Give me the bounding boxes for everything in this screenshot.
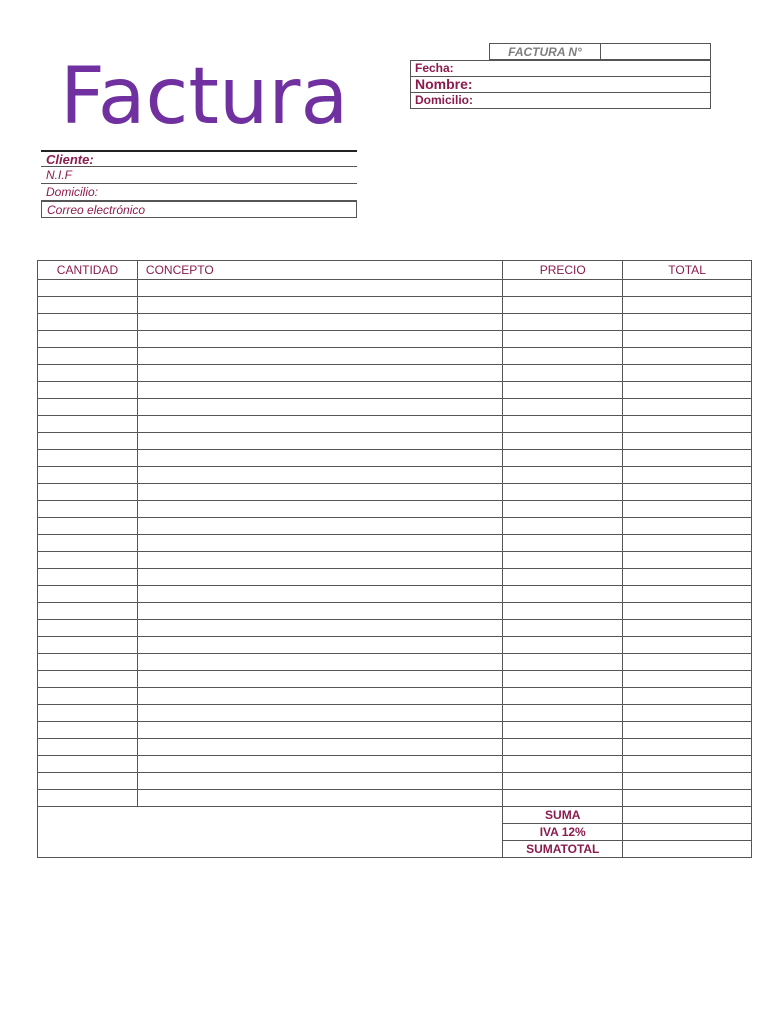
invoice-number-row (489, 43, 711, 60)
concepto-cell[interactable] (137, 450, 502, 467)
cantidad-cell[interactable] (38, 467, 138, 484)
table-row (38, 688, 752, 705)
concepto-cell[interactable] (137, 331, 502, 348)
table-row (38, 416, 752, 433)
total-cell[interactable] (623, 552, 752, 569)
cantidad-cell[interactable] (38, 484, 138, 501)
concepto-cell[interactable] (137, 671, 502, 688)
precio-cell[interactable] (503, 331, 623, 348)
concepto-cell[interactable] (137, 399, 502, 416)
total-cell[interactable] (623, 586, 752, 603)
table-row (38, 484, 752, 501)
total-cell[interactable] (623, 484, 752, 501)
precio-cell[interactable] (503, 399, 623, 416)
precio-cell[interactable] (503, 688, 623, 705)
precio-cell[interactable] (503, 705, 623, 722)
precio-cell[interactable] (503, 756, 623, 773)
precio-cell[interactable] (503, 773, 623, 790)
total-cell[interactable] (623, 501, 752, 518)
concepto-cell[interactable] (137, 722, 502, 739)
client-name-field[interactable]: Cliente: (41, 150, 357, 167)
concepto-cell[interactable] (137, 365, 502, 382)
cantidad-cell[interactable] (38, 416, 138, 433)
table-row (38, 705, 752, 722)
concepto-cell[interactable] (137, 467, 502, 484)
total-cell[interactable] (623, 688, 752, 705)
precio-cell[interactable] (503, 314, 623, 331)
table-row (38, 467, 752, 484)
cantidad-cell[interactable] (38, 722, 138, 739)
total-cell[interactable] (623, 467, 752, 484)
document-title: Factura (60, 52, 349, 142)
concepto-cell[interactable] (137, 433, 502, 450)
table-row (38, 348, 752, 365)
cantidad-cell[interactable] (38, 620, 138, 637)
concepto-cell[interactable] (137, 688, 502, 705)
concepto-cell[interactable] (137, 620, 502, 637)
total-cell[interactable] (623, 637, 752, 654)
precio-cell[interactable] (503, 416, 623, 433)
table-row (38, 433, 752, 450)
invoice-fields (410, 60, 711, 109)
table-row (38, 450, 752, 467)
table-row (38, 314, 752, 331)
precio-cell[interactable] (503, 569, 623, 586)
table-row (38, 586, 752, 603)
table-row (38, 365, 752, 382)
suma-label: SUMA (503, 807, 623, 824)
concepto-cell[interactable] (137, 535, 502, 552)
cantidad-cell[interactable] (38, 535, 138, 552)
invoice-header-box (410, 43, 711, 109)
table-row (38, 722, 752, 739)
table-row (38, 382, 752, 399)
concepto-cell[interactable] (137, 280, 502, 297)
sumatotal-label: SUMATOTAL (503, 841, 623, 858)
table-row (38, 569, 752, 586)
cantidad-cell[interactable] (38, 399, 138, 416)
concepto-cell[interactable] (137, 569, 502, 586)
total-cell[interactable] (623, 620, 752, 637)
concepto-cell[interactable] (137, 552, 502, 569)
nombre-field[interactable]: Nombre: (411, 77, 710, 93)
total-cell[interactable] (623, 348, 752, 365)
table-row (38, 671, 752, 688)
cantidad-cell[interactable] (38, 365, 138, 382)
cantidad-cell[interactable] (38, 552, 138, 569)
concepto-cell[interactable] (137, 756, 502, 773)
header-concepto: CONCEPTO (137, 261, 502, 280)
precio-cell[interactable] (503, 501, 623, 518)
concepto-cell[interactable] (137, 348, 502, 365)
total-cell[interactable] (623, 654, 752, 671)
suma-value[interactable] (623, 807, 752, 824)
concepto-cell[interactable] (137, 416, 502, 433)
header-total: TOTAL (623, 261, 752, 280)
invoice-number-label: FACTURA N° (490, 44, 601, 59)
precio-cell[interactable] (503, 586, 623, 603)
precio-cell[interactable] (503, 433, 623, 450)
table-row (38, 280, 752, 297)
precio-cell[interactable] (503, 535, 623, 552)
precio-cell[interactable] (503, 348, 623, 365)
concepto-cell[interactable] (137, 382, 502, 399)
cantidad-cell[interactable] (38, 280, 138, 297)
concepto-cell[interactable] (137, 297, 502, 314)
total-cell[interactable] (623, 433, 752, 450)
concepto-cell[interactable] (137, 501, 502, 518)
precio-cell[interactable] (503, 280, 623, 297)
invoice-number-field[interactable] (601, 44, 710, 59)
cantidad-cell[interactable] (38, 450, 138, 467)
table-row (38, 790, 752, 807)
precio-cell[interactable] (503, 450, 623, 467)
cantidad-cell[interactable] (38, 433, 138, 450)
concepto-cell[interactable] (137, 484, 502, 501)
cantidad-cell[interactable] (38, 518, 138, 535)
header-precio: PRECIO (503, 261, 623, 280)
precio-cell[interactable] (503, 603, 623, 620)
concepto-cell[interactable] (137, 586, 502, 603)
precio-cell[interactable] (503, 382, 623, 399)
cantidad-cell[interactable] (38, 756, 138, 773)
notes-area (38, 807, 503, 858)
table-row (38, 552, 752, 569)
table-row (38, 501, 752, 518)
client-info-block (41, 150, 357, 218)
total-cell[interactable] (623, 535, 752, 552)
precio-cell[interactable] (503, 739, 623, 756)
table-row (38, 739, 752, 756)
cantidad-cell[interactable] (38, 314, 138, 331)
cantidad-cell[interactable] (38, 790, 138, 807)
table-row (38, 637, 752, 654)
cantidad-cell[interactable] (38, 586, 138, 603)
total-cell[interactable] (623, 331, 752, 348)
concepto-cell[interactable] (137, 603, 502, 620)
client-address-field[interactable]: Domicilio: (41, 184, 357, 201)
concepto-cell[interactable] (137, 705, 502, 722)
cantidad-cell[interactable] (38, 637, 138, 654)
total-cell[interactable] (623, 790, 752, 807)
total-cell[interactable] (623, 365, 752, 382)
total-cell[interactable] (623, 722, 752, 739)
table-row (38, 297, 752, 314)
total-cell[interactable] (623, 569, 752, 586)
iva-value[interactable] (623, 824, 752, 841)
total-cell[interactable] (623, 756, 752, 773)
cantidad-cell[interactable] (38, 688, 138, 705)
table-row (38, 620, 752, 637)
table-row (38, 331, 752, 348)
total-cell[interactable] (623, 671, 752, 688)
table-row (38, 518, 752, 535)
cantidad-cell[interactable] (38, 331, 138, 348)
precio-cell[interactable] (503, 671, 623, 688)
concepto-cell[interactable] (137, 637, 502, 654)
precio-cell[interactable] (503, 722, 623, 739)
cantidad-cell[interactable] (38, 671, 138, 688)
cantidad-cell[interactable] (38, 603, 138, 620)
total-cell[interactable] (623, 739, 752, 756)
table-row (38, 756, 752, 773)
concepto-cell[interactable] (137, 654, 502, 671)
precio-cell[interactable] (503, 620, 623, 637)
concepto-cell[interactable] (137, 790, 502, 807)
table-row (38, 773, 752, 790)
precio-cell[interactable] (503, 467, 623, 484)
total-cell[interactable] (623, 399, 752, 416)
precio-cell[interactable] (503, 518, 623, 535)
total-cell[interactable] (623, 416, 752, 433)
cantidad-cell[interactable] (38, 569, 138, 586)
cantidad-cell[interactable] (38, 739, 138, 756)
item-rows (38, 280, 752, 807)
cantidad-cell[interactable] (38, 501, 138, 518)
concepto-cell[interactable] (137, 773, 502, 790)
table-row (38, 399, 752, 416)
fecha-field[interactable]: Fecha: (411, 61, 710, 77)
total-cell[interactable] (623, 705, 752, 722)
iva-label: IVA 12% (503, 824, 623, 841)
precio-cell[interactable] (503, 790, 623, 807)
total-cell[interactable] (623, 297, 752, 314)
cantidad-cell[interactable] (38, 705, 138, 722)
suma-row (38, 807, 752, 824)
precio-cell[interactable] (503, 484, 623, 501)
precio-cell[interactable] (503, 637, 623, 654)
concepto-cell[interactable] (137, 739, 502, 756)
cantidad-cell[interactable] (38, 297, 138, 314)
table-header-row (38, 261, 752, 280)
items-table (37, 260, 752, 858)
total-cell[interactable] (623, 314, 752, 331)
cantidad-cell[interactable] (38, 348, 138, 365)
concepto-cell[interactable] (137, 314, 502, 331)
table-row (38, 535, 752, 552)
domicilio-field[interactable]: Domicilio: (415, 93, 474, 107)
client-nif-field[interactable]: N.I.F (41, 167, 357, 184)
sumatotal-value[interactable] (623, 841, 752, 858)
precio-cell[interactable] (503, 365, 623, 382)
precio-cell[interactable] (503, 654, 623, 671)
total-cell[interactable] (623, 773, 752, 790)
cantidad-cell[interactable] (38, 382, 138, 399)
table-row (38, 654, 752, 671)
table-row (38, 603, 752, 620)
total-cell[interactable] (623, 450, 752, 467)
total-cell[interactable] (623, 280, 752, 297)
client-email-field[interactable]: Correo electrónico (41, 201, 357, 218)
total-cell[interactable] (623, 603, 752, 620)
precio-cell[interactable] (503, 552, 623, 569)
concepto-cell[interactable] (137, 518, 502, 535)
cantidad-cell[interactable] (38, 773, 138, 790)
cantidad-cell[interactable] (38, 654, 138, 671)
header-cantidad: CANTIDAD (38, 261, 138, 280)
total-cell[interactable] (623, 518, 752, 535)
total-cell[interactable] (623, 382, 752, 399)
precio-cell[interactable] (503, 297, 623, 314)
